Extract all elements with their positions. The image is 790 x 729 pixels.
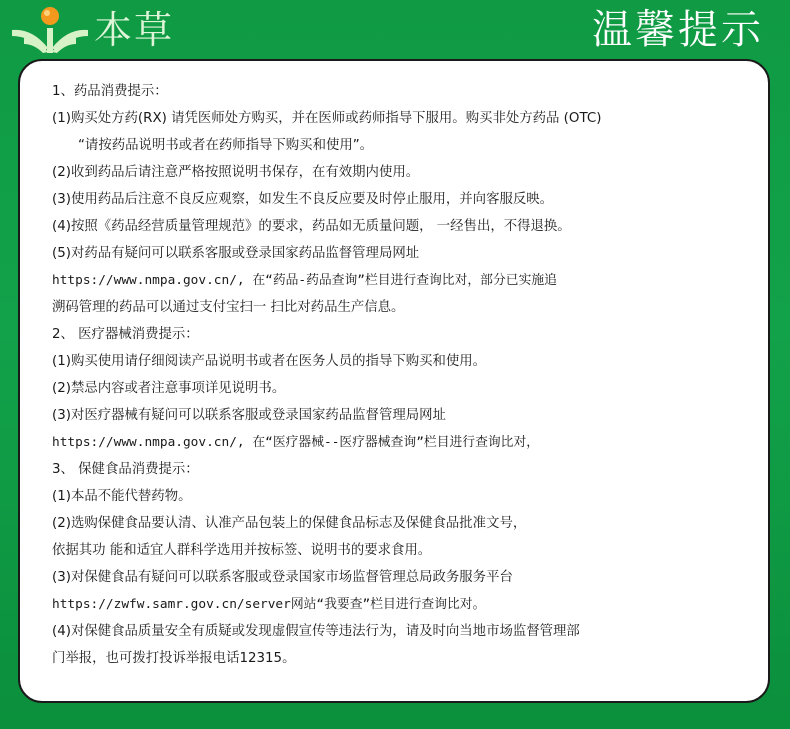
food-tip-3-url: https://zwfw.samr.gov.cn/server网站“我要查”栏目进行查询比对。 — [52, 597, 486, 612]
food-tip-1: (1)本品不能代替药物。 — [52, 489, 192, 504]
section-heading-health-food: 3、 保健食品消费提示： — [52, 462, 199, 477]
food-tip-4: (4)对保健食品质量安全有质疑或发现虚假宣传等违法行为，请及时向当地市场监督管理部 — [52, 624, 580, 639]
device-tip-3-url: https://www.nmpa.gov.cn/, 在“医疗器械--医疗器械查询”栏目进行查询比对， — [52, 435, 540, 450]
drug-tip-3: (3)使用药品后注意不良反应观察，如发生不良反应要及时停止服用，并向客服反映。 — [52, 192, 554, 207]
notice-content — [52, 78, 742, 672]
drug-tip-5-url: https://www.nmpa.gov.cn/, 在“药品-药品查询”栏目进行查询比对，部分已实施追 — [52, 273, 557, 288]
section-heading-devices: 2、 医疗器械消费提示： — [52, 327, 199, 342]
drug-tip-5-cont: 溯码管理的药品可以通过支付宝扫一 扫比对药品生产信息。 — [52, 300, 405, 315]
food-tip-2-cont: 依据其功 能和适宜人群科学选用并按标签、说明书的要求食用。 — [52, 543, 432, 558]
drug-tip-1: (1)购买处方药(RX) 请凭医师处方购买，并在医师或药师指导下服用。购买非处方药品 (OTC) — [52, 111, 602, 126]
notice-title: 温馨提示 — [592, 7, 764, 53]
drug-tip-5: (5)对药品有疑问可以联系客服或登录国家药品监督管理局网址 — [52, 246, 420, 261]
device-tip-2: (2)禁忌内容或者注意事项详见说明书。 — [52, 381, 286, 396]
brand-logo-icon — [10, 4, 90, 54]
drug-tip-2: (2)收到药品后请注意严格按照说明书保存，在有效期内使用。 — [52, 165, 420, 180]
drug-tip-4: (4)按照《药品经营质量管理规范》的要求，药品如无质量问题， 一经售出，不得退换。 — [52, 219, 571, 234]
brand-name: 本草 — [94, 8, 175, 52]
drug-tip-1-cont: “请按药品说明书或者在药师指导下购买和使用”。 — [78, 138, 374, 153]
food-tip-4-cont: 门举报，也可拨打投诉举报电话12315。 — [52, 651, 296, 666]
device-tip-3: (3)对医疗器械有疑问可以联系客服或登录国家药品监督管理局网址 — [52, 408, 446, 423]
food-tip-3: (3)对保健食品有疑问可以联系客服或登录国家市场监督管理总局政务服务平台 — [52, 570, 513, 585]
section-heading-drugs: 1、药品消费提示： — [52, 84, 168, 99]
device-tip-1: (1)购买使用请仔细阅读产品说明书或者在医务人员的指导下购买和使用。 — [52, 354, 487, 369]
food-tip-2: (2)选购保健食品要认清、认准产品包装上的保健食品标志及保健食品批准文号， — [52, 516, 527, 531]
brand — [10, 4, 210, 54]
